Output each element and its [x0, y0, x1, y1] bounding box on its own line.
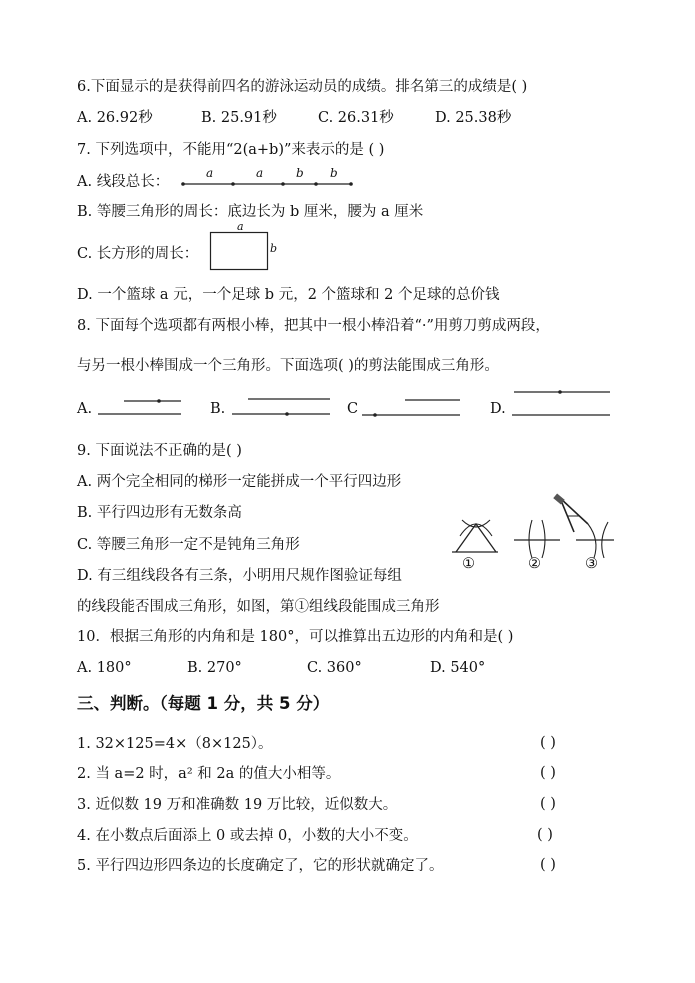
q6-option-c: C. 26.31秒: [318, 110, 394, 126]
q7-option-b: B. 等腰三角形的周长：底边长为 b 厘米，腰为 a 厘米: [77, 204, 424, 220]
q6-option-d: D. 25.38秒: [435, 110, 512, 126]
q8-option-b-sticks: [230, 395, 335, 419]
q6-stem: 6.下面显示的是获得前四名的游泳运动员的成绩。排名第三的成绩是( ): [77, 79, 528, 95]
judge-item-5: 5. 平行四边形四条边的长度确定了，它的形状就确定了。: [77, 858, 444, 874]
judge-answer-5[interactable]: ( ): [540, 857, 556, 873]
q7-option-c: C. 长方形的周长：: [77, 246, 199, 262]
rectangle-figure: [210, 232, 270, 272]
judge-answer-2[interactable]: ( ): [540, 765, 556, 781]
figure-label-2: ②: [528, 556, 541, 572]
q9-option-b: B. 平行四边形有无数条高: [77, 505, 242, 521]
q8-option-c-sticks: [360, 396, 465, 420]
q9-stem: 9. 下面说法不正确的是( ): [77, 443, 242, 459]
segment-label-b2: b: [330, 166, 338, 180]
q8-option-b-label: B.: [210, 401, 226, 417]
q10-option-d: D. 540°: [430, 660, 486, 676]
q8-option-a-label: A.: [77, 401, 93, 417]
q8-stem-line1: 8. 下面每个选项都有两根小棒，把其中一根小棒沿着“·”用剪刀剪成两段，: [77, 318, 550, 334]
judge-item-4: 4. 在小数点后面添上 0 或去掉 0，小数的大小不变。: [77, 828, 418, 844]
judge-item-2: 2. 当 a=2 时，a² 和 2a 的值大小相等。: [77, 766, 341, 782]
q8-option-c-label: C: [347, 401, 359, 417]
q7-option-d: D. 一个篮球 a 元，一个足球 b 元，2 个篮球和 2 个足球的总价钱: [77, 287, 500, 303]
figure-label-1: ①: [462, 556, 475, 572]
q10-option-b: B. 270°: [187, 660, 242, 676]
segment-label-b1: b: [296, 166, 304, 180]
q9-option-a: A. 两个完全相同的梯形一定能拼成一个平行四边形: [77, 474, 402, 490]
q8-option-d-sticks: [510, 386, 615, 420]
q8-stem-line2: 与另一根小棒围成一个三角形。下面选项( )的剪法能围成三角形。: [77, 358, 499, 374]
q7-stem: 7. 下列选项中，不能用“2(a+b)”来表示的是 ( ): [77, 142, 385, 158]
rectangle-label-a: a: [237, 220, 244, 233]
q8-option-a-sticks: [96, 396, 186, 420]
rectangle-label-b: b: [270, 242, 278, 255]
judge-answer-4[interactable]: ( ): [537, 827, 553, 843]
judge-answer-3[interactable]: ( ): [540, 796, 556, 812]
judge-item-1: 1. 32×125=4×（8×125）。: [77, 736, 273, 752]
judge-answer-1[interactable]: ( ): [540, 735, 556, 751]
q6-option-b: B. 25.91秒: [201, 110, 277, 126]
compass-construction-figure: [448, 494, 618, 564]
section-3-heading: 三、判断。（每题 1 分，共 5 分）: [77, 694, 330, 713]
q10-option-c: C. 360°: [307, 660, 362, 676]
q10-stem: 10．根据三角形的内角和是 180°，可以推算出五边形的内角和是( ): [77, 629, 514, 645]
q9-option-c: C. 等腰三角形一定不是钝角三角形: [77, 537, 300, 553]
judge-item-3: 3. 近似数 19 万和准确数 19 万比较，近似数大。: [77, 797, 398, 813]
q7-option-a: A. 线段总长：: [77, 174, 170, 190]
figure-label-3: ③: [585, 556, 598, 572]
q8-option-d-label: D.: [490, 401, 506, 417]
q9-option-d: D. 有三组线段各有三条，小明用尺规作图验证每组: [77, 568, 402, 584]
q9-option-d-continuation: 的线段能否围成三角形，如图，第①组线段能围成三角形: [77, 599, 440, 615]
segment-label-a2: a: [256, 166, 264, 180]
segment-label-a1: a: [206, 166, 214, 180]
q10-option-a: A. 180°: [77, 660, 132, 676]
compass-icon: [553, 493, 588, 532]
q6-option-a: A. 26.92秒: [77, 110, 153, 126]
